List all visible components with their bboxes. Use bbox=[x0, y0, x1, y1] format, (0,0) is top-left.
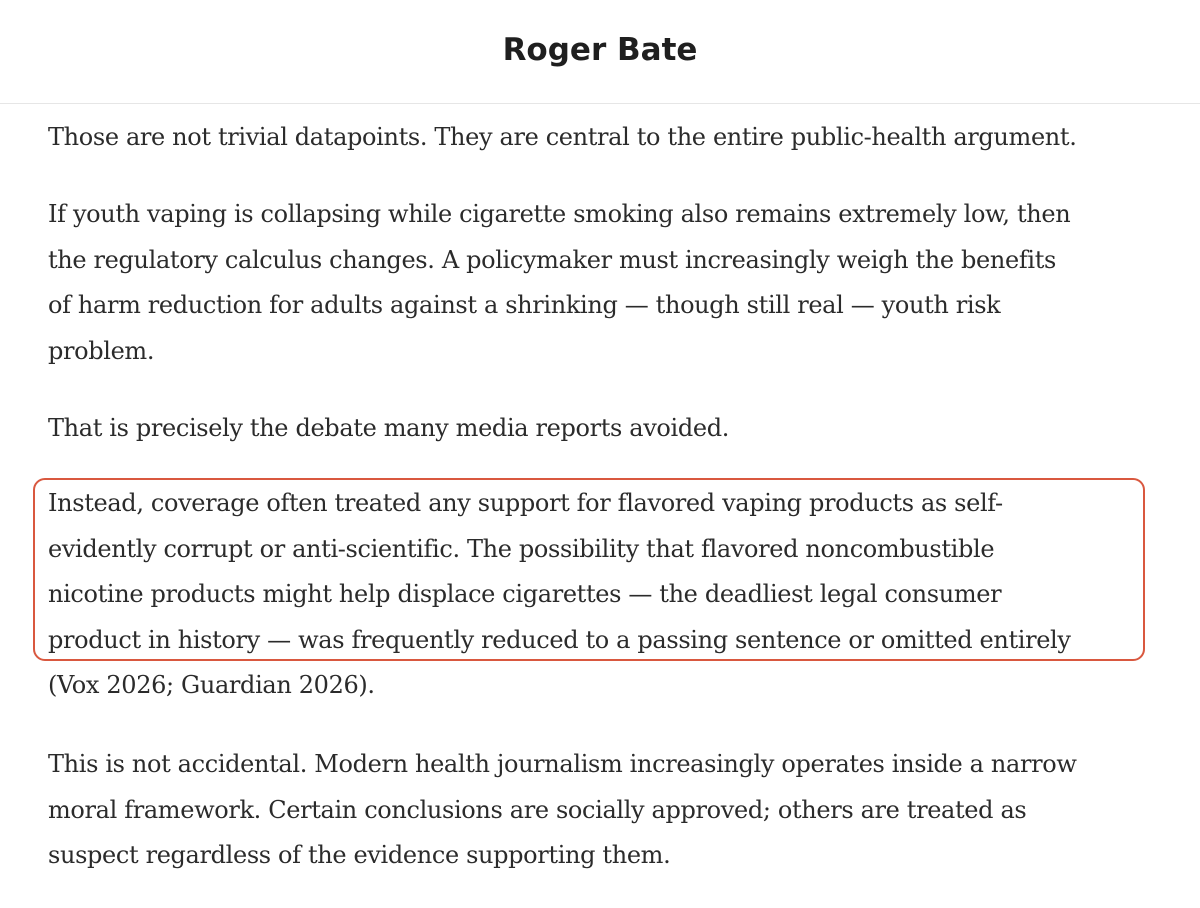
paragraph-3 bbox=[48, 406, 729, 452]
paragraph-line: of harm reduction for adults against a shrinking — though still real — youth risk bbox=[48, 291, 1001, 319]
paragraph-1 bbox=[48, 115, 1076, 161]
paragraph-line: That is precisely the debate many media reports avoided. bbox=[48, 414, 730, 442]
paragraph-line: nicotine products might help displace cigarettes — the deadliest legal consumer bbox=[48, 580, 1002, 608]
paragraph-line: product in history — was frequently reduced to a passing sentence or omitted entirely bbox=[48, 625, 1071, 654]
paragraph-line: If youth vaping is collapsing while cigarette smoking also remains extremely low, then bbox=[48, 200, 1071, 228]
paragraph-line: Those are not trivial datapoints. They are central to the entire public-health argument. bbox=[48, 123, 1077, 151]
paragraph-line: moral framework. Certain conclusions are socially approved; others are treated as bbox=[48, 795, 1027, 824]
paragraph-line: evidently corrupt or anti-scientific. The possibility that flavored noncombustible bbox=[48, 534, 995, 563]
paragraph-line: (Vox 2026; Guardian 2026). bbox=[48, 671, 375, 699]
paragraph-line: suspect regardless of the evidence supporting them. bbox=[48, 841, 671, 869]
paragraph-line: This is not accidental. Modern health journalism increasingly operates inside a narrow bbox=[48, 750, 1077, 778]
paragraph-line: problem. bbox=[48, 336, 155, 365]
paragraph-2 bbox=[48, 192, 1070, 374]
paragraph-5 bbox=[48, 742, 1077, 879]
paragraph-line: the regulatory calculus changes. A policymaker must increasingly weigh the benefits bbox=[48, 245, 1056, 274]
paragraph-line: Instead, coverage often treated any support for flavored vaping products as self- bbox=[48, 489, 1003, 517]
paragraph-4 bbox=[48, 481, 1071, 709]
page-header bbox=[0, 0, 1200, 104]
author-title[interactable]: Roger Bate bbox=[502, 32, 698, 68]
